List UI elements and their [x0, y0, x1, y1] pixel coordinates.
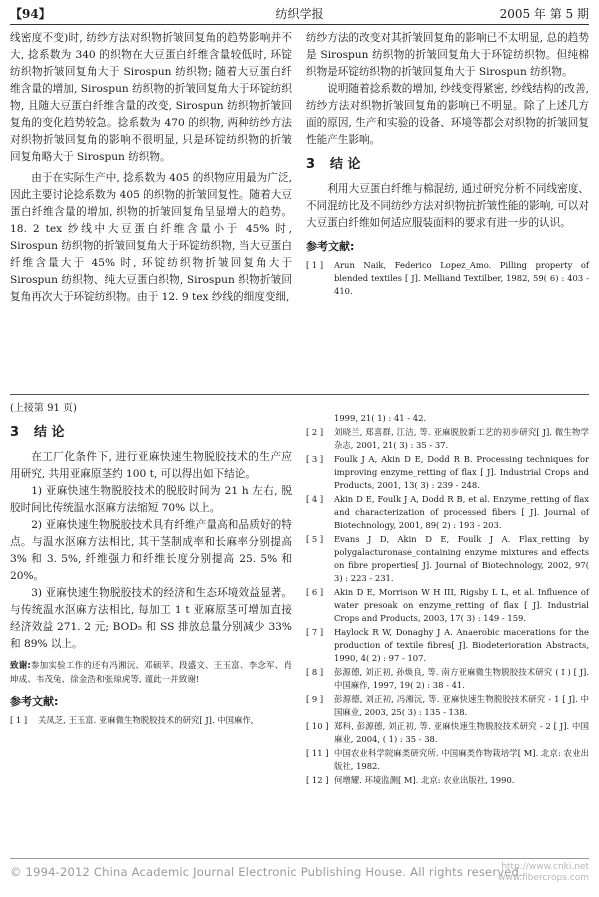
ack-text: 参加实验工作的还有冯湘沅、邓硕苹、段盛文、王玉富、李念军、肖坤成、韦茂兔、徐金浩和张琼虎等, 谨此一并致谢! [10, 661, 292, 685]
reference-number: [ 2 ] [306, 427, 324, 437]
reference-list [10, 714, 292, 727]
reference-text: 刘晓兰, 郑喜群, 江洁, 等. 亚麻脱胶新工艺的初步研究[ J]. 微生物学杂志, 2001, 21( 3) : 35 - 37. [334, 427, 589, 450]
reference-text: Akin D E, Morrison W H III, Rigsby L L, et al. Influence of water presoak on enzyme_retting of flax [ J]. Industrial Crops and Products, 2003, 17( 3) : 149 - 159. [334, 587, 589, 623]
reference-number: [ 1 ] [10, 715, 28, 725]
paragraph: 在工厂化条件下, 进行亚麻快速生物脱胶技术的生产应用研究, 共用亚麻原茎约 100 t, 可以得出如下结论。 [10, 451, 292, 480]
reference-item [306, 533, 589, 585]
reference-number: [ 1 ] [306, 260, 324, 270]
reference-item [306, 493, 589, 532]
bottom-left-column [10, 400, 292, 728]
top-right-column [306, 30, 589, 299]
reference-text: 何增耀. 环境监测[ M]. 北京: 农业出版社, 1990. [334, 775, 515, 785]
watermark-line: http://www.cnki.net [501, 862, 589, 872]
references-title: 参考文献: [306, 240, 355, 253]
section-number: 3 [306, 157, 316, 172]
continued-note: (上接第 91 页) [10, 403, 77, 414]
reference-text: Arun Naik, Federico Lopez_Amo. Pilling property of blended textiles [ J]. Melliand Textilber, 1982, 59( 6) : 403 - 410. [334, 260, 589, 296]
paragraph: 由于在实际生产中, 捻系数为 405 的织物应用最为广泛, 因此主要讨论捻系数为 405 的织物的折皱回复性。随着大豆蛋白纤维含量的增加, 织物的折皱回复角呈显增大的趋势。18. 2 tex 纱线中大豆蛋白纤维含量小于 45% 时, Sirospun 纺织物的折皱回复角大于环锭纺织物, 当大豆蛋白纤维含量大于 45% 时, 环锭纺织物折皱回复角大于 Sirospun 纺织物、纯大豆蛋白织物, Sirospun 织物折皱回复角再次大于环锭纺织物。由于 12. 9 tex 纱线的细度变细, [10, 172, 292, 303]
reference-item [306, 747, 589, 773]
reference-text: 1999, 21( 1) : 41 - 42. [334, 413, 427, 423]
paragraph: 3) 亚麻快速生物脱胶技术的经济和生态环境效益显著。与传统温水沤麻方法相比, 每加工 1 t 亚麻原茎可增加直接经济效益 271. 2 元; BOD₅ 和 SS 排放总量分别减少 33% 和 89% 以上。 [10, 587, 292, 650]
reference-item [306, 693, 589, 719]
page-header [10, 4, 589, 25]
reference-number: [ 9 ] [306, 694, 324, 704]
reference-item [306, 412, 589, 425]
reference-number: [ 6 ] [306, 587, 324, 597]
section-number: 3 [10, 425, 20, 440]
reference-text: Akin D E, Foulk J A, Dodd R B, et al. Enzyme_retting of flax and characterization of processed fibers [ J]. Journal of Biotechnology, 2001, 89( 2) : 193 - 203. [334, 494, 589, 530]
reference-item [306, 259, 589, 298]
section-title: 结 论 [34, 425, 65, 440]
reference-number: [ 5 ] [306, 534, 324, 544]
section-heading [10, 423, 292, 443]
paragraph: 线密度不变)时, 纺纱方法对织物折皱回复角的趋势影响并不大, 捻系数为 340 的织物在大豆蛋白纤维含量较低时, 环锭纺织物折皱回复角大于 Sirospun 纺织物; 随着大豆蛋白纤维含量的增加, Sirospun 纺织物的折皱回复角大于环锭纺织物, 且随大豆蛋白纤维含量的改变, Sirospun 纺织物折皱回复角的变化趋势较急。捻系数为 470 的织物, 两种纺纱方法对织物折皱回复角的影响不很明显, 只是环锭纺织物的折皱回复角略大于 Sirospun 纺织物。 [10, 32, 292, 163]
top-left-column [10, 30, 292, 306]
reference-number: [ 8 ] [306, 667, 324, 677]
ack-label: 致谢: [10, 661, 31, 671]
reference-list [306, 412, 589, 787]
reference-text: Evans J D, Akin D E, Foulk J A. Flax_retting by polygalacturonase_containing enzyme mixtures and effects on fibre properties[ J]. Journal of Biotechnology, 2002, 97( 3) : 223 - 231. [334, 534, 589, 583]
conclusion-paragraph: 利用大豆蛋白纤维与棉混纺, 通过研究分析不同线密度、不同混纺比及不同纺纱方法对织物抗折皱性能的影响, 可以对大豆蛋白纤维如何适应服装面料的要求有进一步的认识。 [306, 183, 589, 229]
section-divider [10, 394, 589, 395]
paragraph: 说明随着捻系数的增加, 纱线变得紧密, 纱线结构的改善, 纺纱方法对织物折皱回复角的影响已不明显。除了上述几方面的原因, 生产和实验的设备、环境等都会对织物的折皱回复性能产生影响。 [306, 83, 589, 146]
reference-item [306, 586, 589, 625]
reference-text: 彭源德, 刘正初, 冯湘沅, 等. 亚麻快速生物脱胶技术研究 - 1 [ J]. 中国麻业, 2003, 25( 3) : 135 - 138. [334, 694, 589, 717]
page-number: 【94】 [10, 7, 51, 21]
issue-info: 2005 年 第 5 期 [499, 7, 589, 21]
reference-item [306, 666, 589, 692]
reference-item [306, 426, 589, 452]
section-title: 结 论 [330, 157, 361, 172]
reference-text: Foulk J A, Akin D E, Dodd R B. Processing techniques for improving enzyme_retting of flax [ J]. Industrial Crops and Products, 2001, 13( 3) : 239 - 248. [334, 454, 589, 490]
acknowledgement [10, 659, 292, 687]
paragraph: 1) 亚麻快速生物脱胶技术的脱胶时间为 21 h 左右, 脱胶时间比传统温水沤麻方法缩短 70% 以上。 [10, 485, 292, 514]
reference-list [306, 259, 589, 298]
watermark-line: www.fibercrops.com [498, 873, 589, 883]
reference-text: 郑科, 彭源德, 刘正初, 等. 亚麻快速生物脱胶技术研究 - 2 [ J]. 中国麻业, 2004, ( 1) : 35 - 38. [334, 721, 589, 744]
site-watermark [498, 862, 589, 884]
paragraph: 2) 亚麻快速生物脱胶技术具有纤维产量高和品质好的特点。与温水沤麻方法相比, 其干茎制成率和长麻率分别提高 3% 和 3. 5%, 纤维强力和纤维长度分别提高 25. 5% 和 20%。 [10, 519, 292, 582]
journal-title: 纺织学报 [275, 7, 324, 21]
reference-item [306, 774, 589, 787]
bottom-right-column [306, 412, 589, 788]
reference-number: [ 7 ] [306, 627, 324, 637]
reference-item [10, 714, 292, 727]
copyright-footer: © 1994-2012 China Academic Journal Electronic Publishing House. All rights reserved. [10, 858, 589, 885]
reference-number: [ 3 ] [306, 454, 324, 464]
reference-number [306, 412, 334, 425]
reference-item [306, 626, 589, 665]
paragraph: 纺纱方法的改变对其折皱回复角的影响已不太明显, 总的趋势是 Sirospun 纺织物的折皱回复角大于环锭纺织物。但纯棉织物是环锭纺织物的折皱回复角大于 Sirospun 纺织物。 [306, 32, 589, 78]
reference-text: 中国农业科学院麻类研究所. 中国麻类作物栽培学[ M]. 北京: 农业出版社, 1982. [334, 748, 589, 771]
reference-text: Haylock R W, Donaghy J A. Anaerobic macerations for the production of textile fibres[ J]. Biodeterioration Abstracts, 1990, 4( 2) : 97 - 107. [334, 627, 589, 663]
reference-item [306, 453, 589, 492]
section-heading [306, 155, 589, 175]
reference-number: [ 10 ] [306, 721, 329, 731]
reference-number: [ 11 ] [306, 748, 329, 758]
reference-item [306, 720, 589, 746]
reference-text: 关凤芝, 王玉富. 亚麻微生物脱胶技术的研究[ J]. 中国麻作, [38, 715, 254, 725]
reference-text: 彭源德, 刘正初, 孙焕良, 等. 南方亚麻微生物脱胶技术研究 ( I ) [ J]. 中国麻作, 1997, 19( 2) : 38 - 41. [334, 667, 589, 690]
reference-number: [ 4 ] [306, 494, 324, 504]
references-title: 参考文献: [10, 695, 59, 708]
reference-number: [ 12 ] [306, 775, 329, 785]
